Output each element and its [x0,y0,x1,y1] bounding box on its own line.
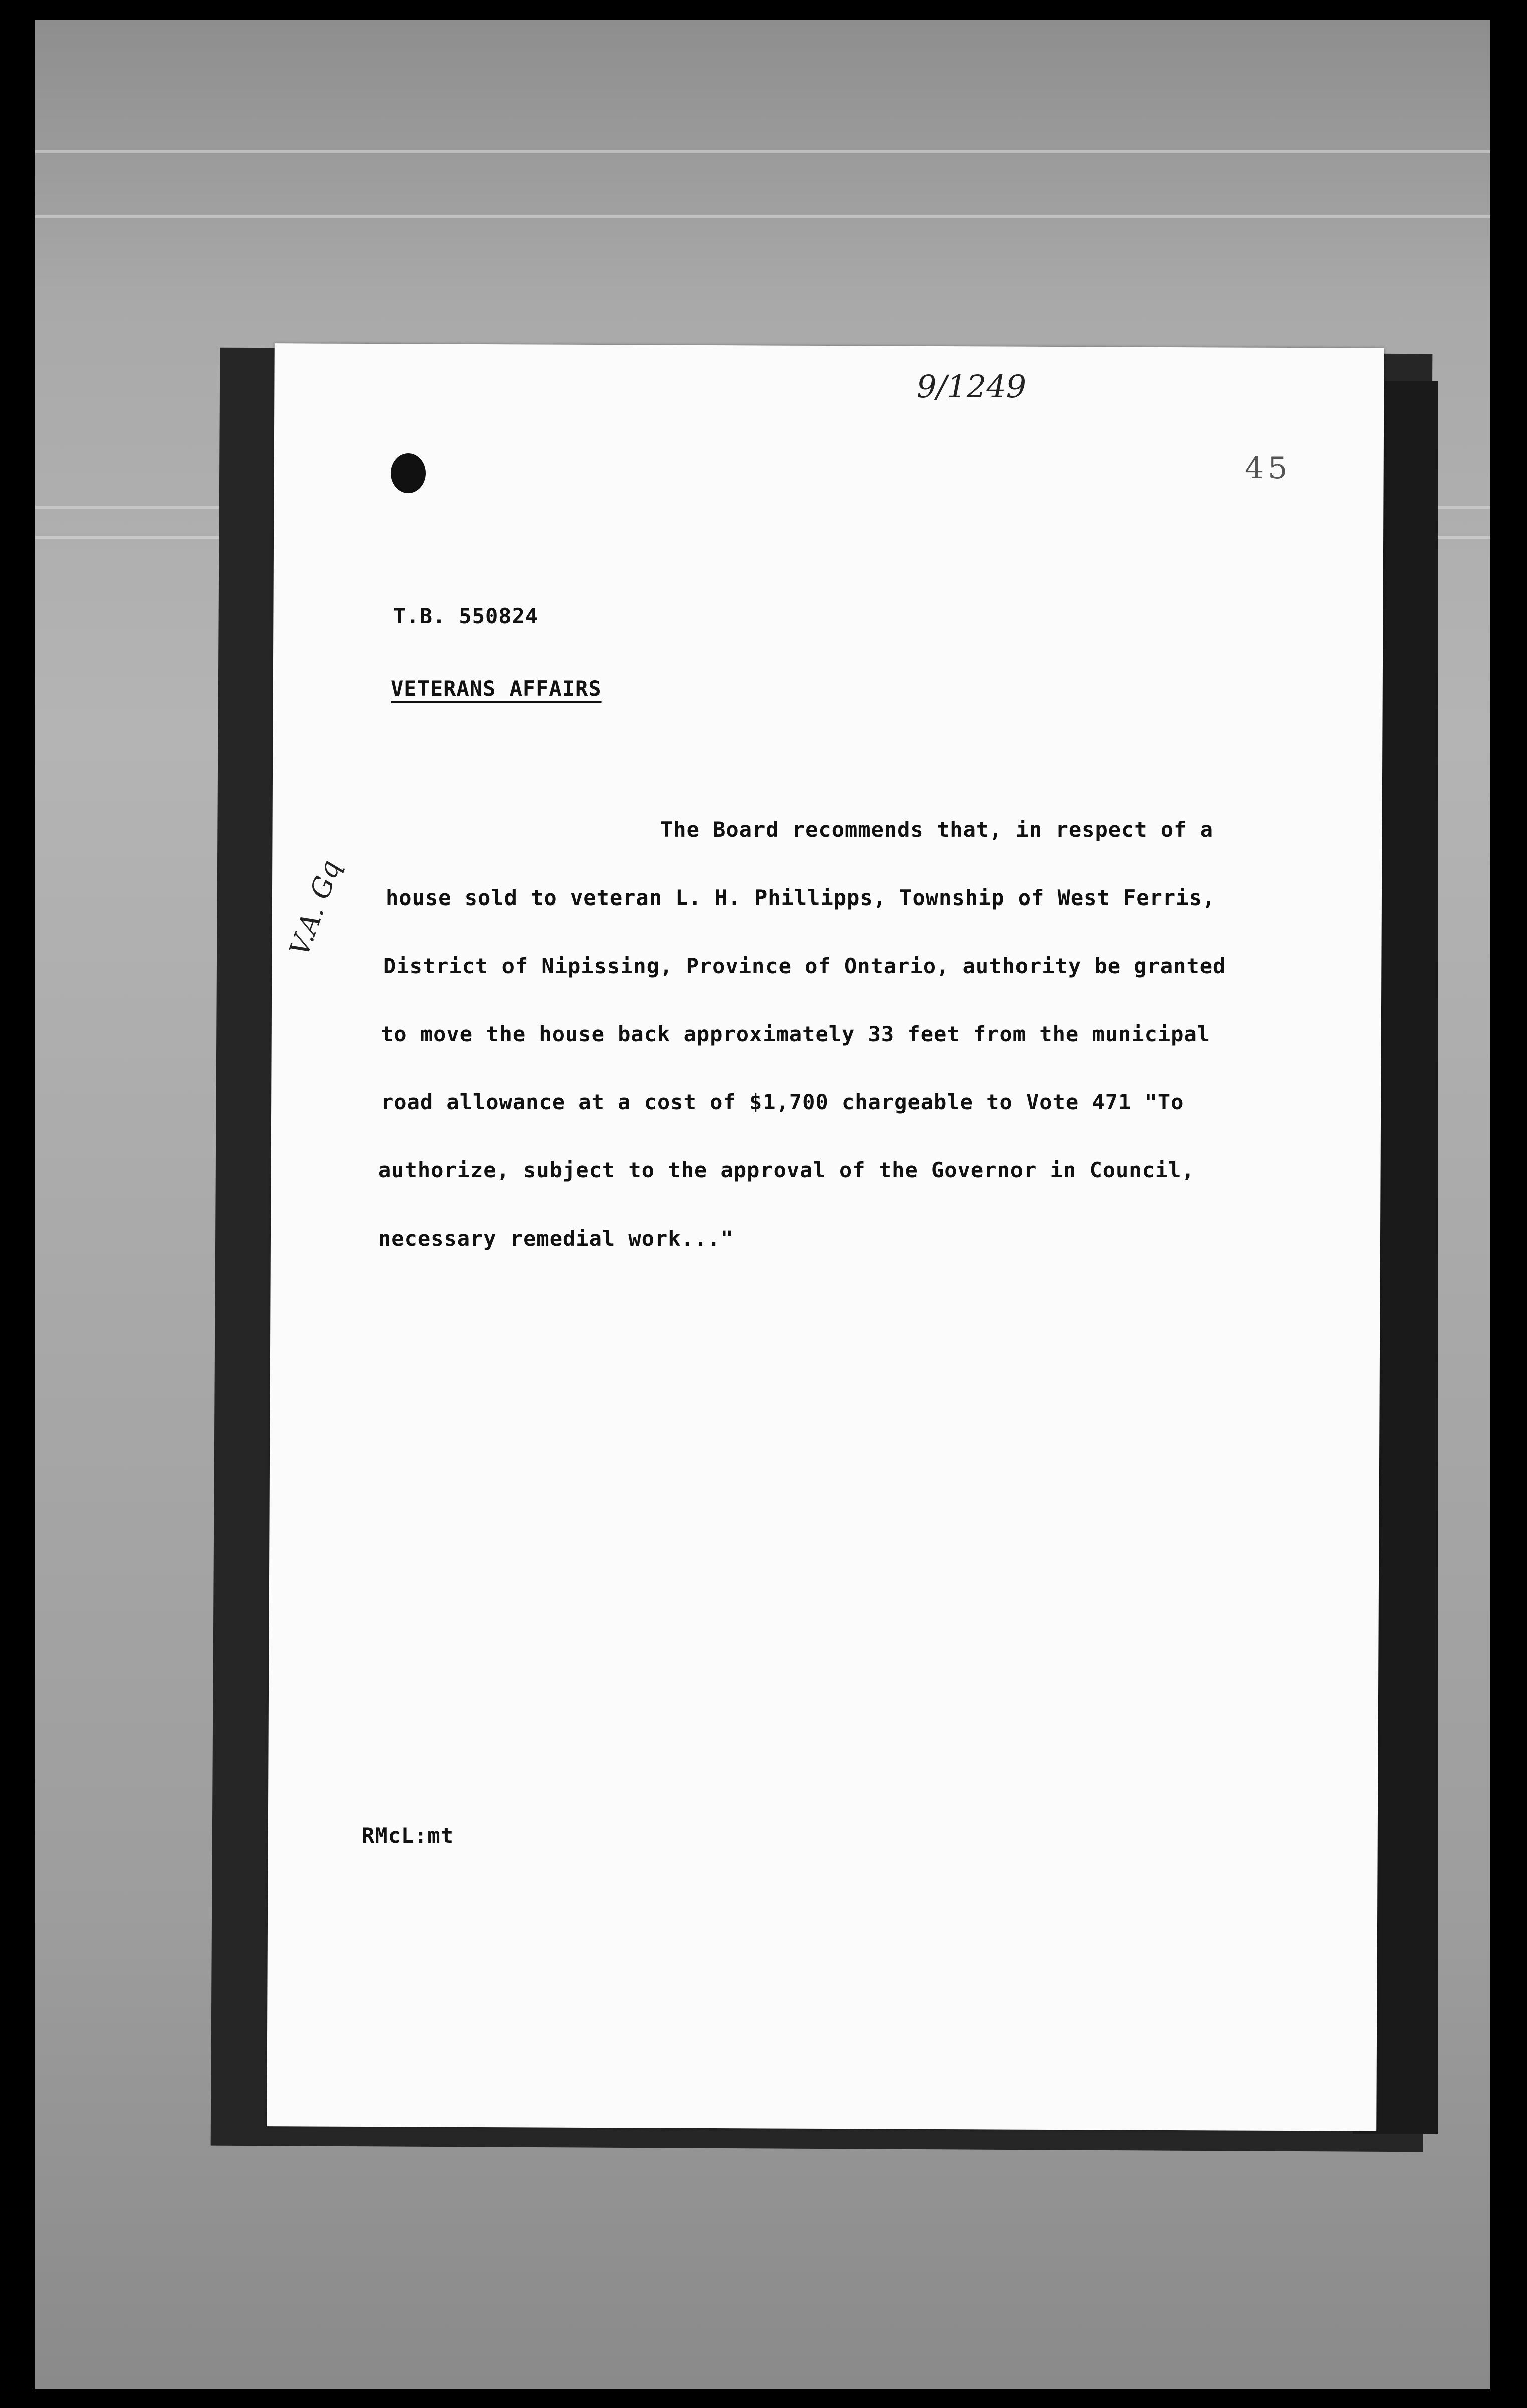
typist-initials: RMcL:mt [362,1823,454,1848]
film-streak [35,215,1490,218]
document-heading: VETERANS AFFAIRS [391,676,602,701]
body-line: necessary remedial work..." [378,1226,734,1251]
body-line: authorize, subject to the approval of the Governor in Council, [378,1158,1195,1182]
reference-number: T.B. 550824 [393,604,539,628]
punch-hole [391,453,426,493]
body-line: to move the house back approximately 33 feet from the municipal [381,1022,1211,1046]
margin-annotation: V.A. Gq [283,856,347,960]
body-line: road allowance at a cost of $1,700 chargeable to Vote 471 "To [381,1090,1184,1114]
page-number: 45 [1245,451,1292,486]
body-line: The Board recommends that, in respect of a [660,817,1214,842]
body-line: house sold to veteran L. H. Phillipps, Township of West Ferris, [386,885,1216,910]
file-number: 9/1249 [917,368,1027,405]
film-streak [35,150,1490,153]
body-line: District of Nipissing, Province of Ontario, authority be granted [383,954,1226,978]
